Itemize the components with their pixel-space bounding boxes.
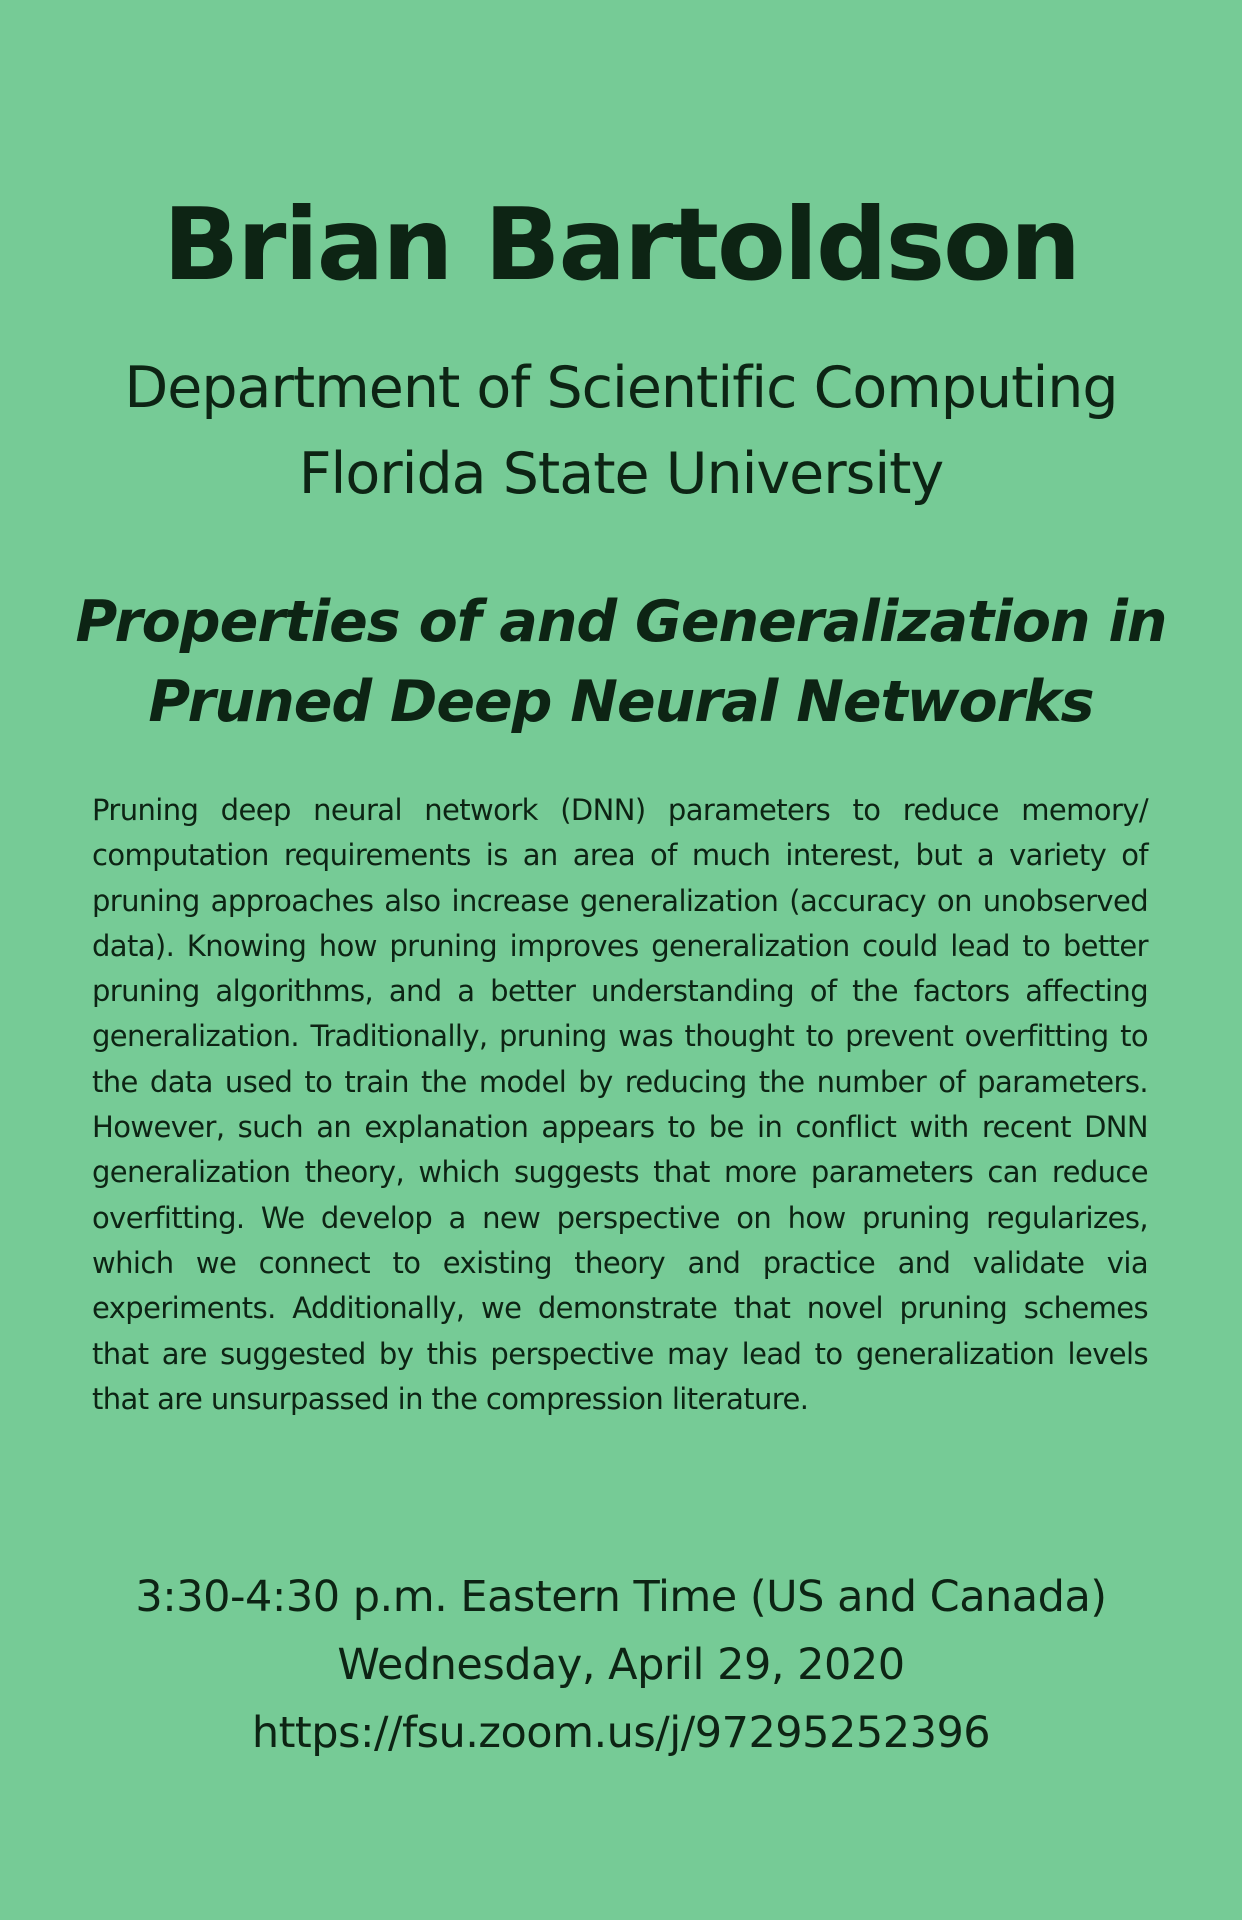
talk-title <box>0 582 1242 742</box>
event-time: 3:30-4:30 p.m. Eastern Time (US and Canada) <box>135 1572 1107 1622</box>
zoom-link[interactable]: https://fsu.zoom.us/j/97295252396 <box>251 1708 991 1758</box>
speaker-name: Brian Bartoldson <box>162 186 1080 303</box>
event-date: Wednesday, April 29, 2020 <box>337 1640 905 1690</box>
talk-title-line-1: Properties of and Generalization in <box>75 589 1167 655</box>
department-name: Department of Scientific Computing <box>124 355 1118 421</box>
talk-title-line-2: Pruned Deep Neural Networks <box>148 669 1094 735</box>
university-name: Florida State University <box>298 441 944 507</box>
affiliation-block <box>0 345 1242 517</box>
event-info-block <box>0 1563 1242 1767</box>
talk-abstract: Pruning deep neural network (DNN) parameters to reduce memory/ computation requirements is an area of much interest, but a variety of pruning approaches also increase generalization (accuracy on unobserved data). Knowing how pruning improves generalization could lead to better pruning algorithms, and a better understanding of the factors affecting generalization. Traditionally, pruning was thought to prevent overfitting to the data used to train the model by reducing the number of parameters. However, such an explanation appears to be in conflict with recent DNN generalization theory, which suggests that more parameters can reduce overfitting. We develop a new perspective on how pruning regularizes, which we connect to existing theory and practice and validate via experiments. Additionally, we demonstrate that novel pruning schemes that are suggested by this perspective may lead to generalization levels that are unsurpassed in the compression literature. <box>92 793 1148 1416</box>
